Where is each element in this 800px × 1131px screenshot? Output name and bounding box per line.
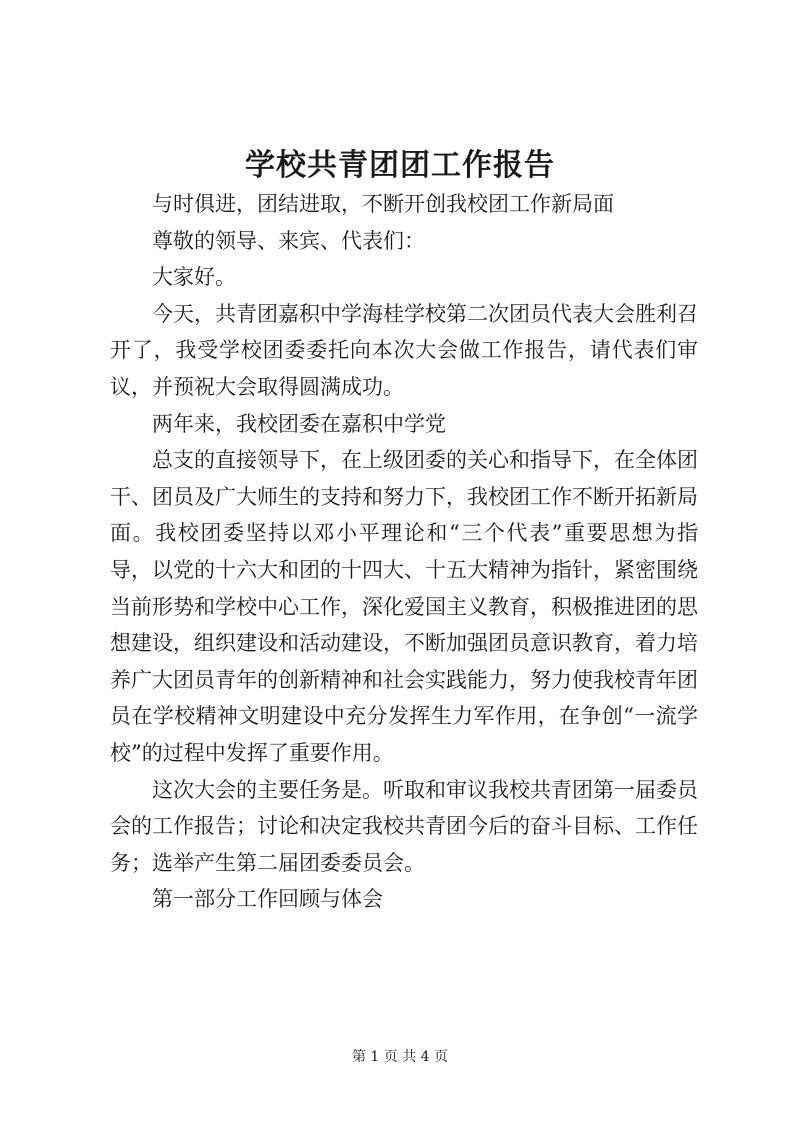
document-body: [110, 186, 698, 918]
body-paragraph: 总支的直接领导下，在上级团委的关心和指导下，在全体团干、团员及广大师生的支持和努力下，我校团工作不断开拓新局面。我校团委坚持以邓小平理论和“三个代表”重要思想为指导，以党的十六大和团的十四大、十五大精神为指针，紧密围绕当前形势和学校中心工作，深化爱国主义教育，积极推进团的思想建设，组织建设和活动建设，不断加强团员意识教育，着力培养广大团员青年的创新精神和社会实践能力，努力使我校青年团员在学校精神文明建设中充分发挥生力军作用，在争创“一流学校”的过程中发挥了重要作用。: [110, 448, 698, 765]
body-paragraph: 两年来，我校团委在嘉积中学党: [152, 411, 446, 436]
greeting-paragraph: 大家好。: [152, 265, 236, 290]
body-paragraph: 今天，共青团嘉积中学海桂学校第二次团员代表大会胜利召开了，我受学校团委委托向本次大会做工作报告，请代表们审议，并预祝大会取得圆满成功。: [110, 301, 698, 399]
document-title: 学校共青团团工作报告: [245, 148, 555, 183]
section-heading: 第一部分工作回顾与体会: [152, 887, 383, 912]
page-number-footer: 第 1 页 共 4 页: [351, 1049, 449, 1065]
subtitle-paragraph: 与时俱进，团结进取，不断开创我校团工作新局面: [152, 192, 614, 216]
salutation-paragraph: 尊敬的领导、来宾、代表们：: [152, 228, 425, 253]
body-paragraph: 这次大会的主要任务是。听取和审议我校共青团第一届委员会的工作报告；讨论和决定我校共青团今后的奋斗目标、工作任务；选举产生第二届团委委员会。: [110, 777, 698, 875]
